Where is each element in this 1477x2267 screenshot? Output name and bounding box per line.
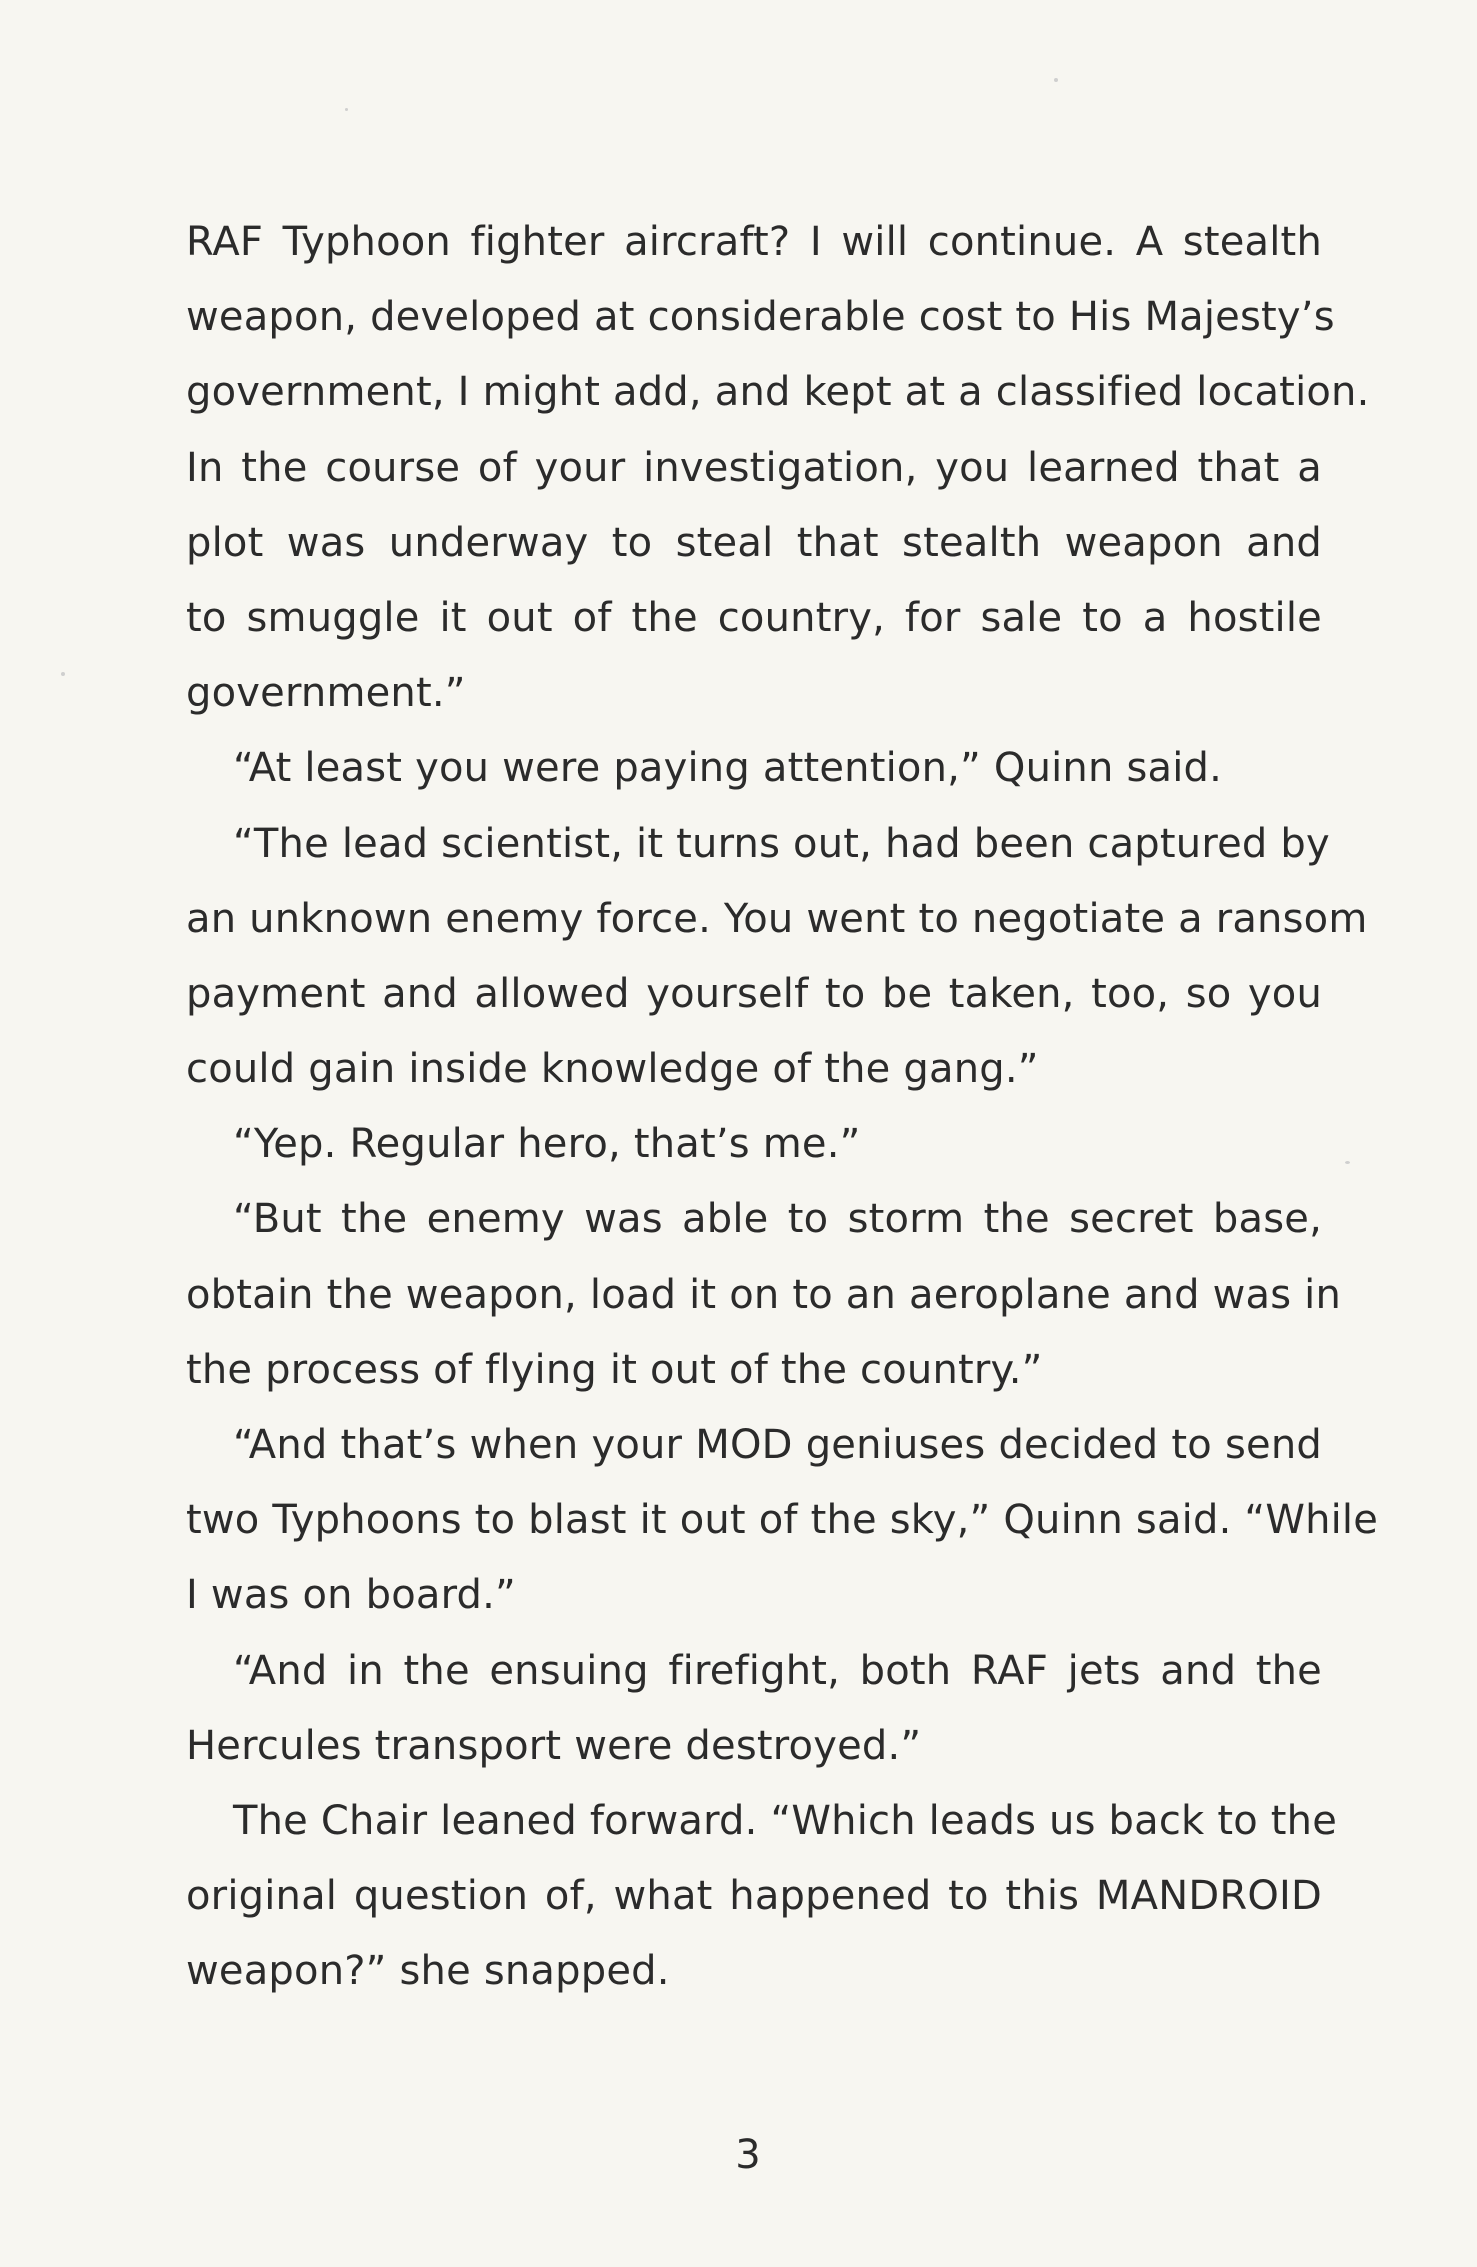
paper-speck: [61, 672, 65, 676]
text-line: weapon?” she snapped.: [186, 1948, 670, 1995]
text-line: could gain inside knowledge of the gang.”: [186, 1046, 1039, 1093]
text-line: obtain the weapon, load it on to an aeroplane and was in: [186, 1271, 1342, 1318]
text-line: “And in the ensuing firefight, both RAF jets and the: [233, 1647, 1322, 1694]
paper-speck: [1345, 1161, 1350, 1164]
text-line: “At least you were paying attention,” Quinn said.: [233, 745, 1223, 792]
text-line: The Chair leaned forward. “Which leads us back to the: [233, 1797, 1338, 1844]
text-line: “And that’s when your MOD geniuses decided to send: [233, 1422, 1322, 1468]
page-number: 3: [735, 2132, 761, 2178]
text-line: the process of flying it out of the country.”: [186, 1346, 1043, 1393]
text-line: “But the enemy was able to storm the secret base,: [233, 1196, 1322, 1243]
text-line: Hercules transport were destroyed.”: [186, 1722, 922, 1769]
text-line: an unknown enemy force. You went to negotiate a ransom: [186, 895, 1368, 942]
text-line: “Yep. Regular hero, that’s me.”: [233, 1121, 861, 1168]
text-line: to smuggle it out of the country, for sale to a hostile: [186, 594, 1322, 641]
text-line: I was on board.”: [186, 1572, 516, 1619]
text-line: weapon, developed at considerable cost to His Majesty’s: [186, 294, 1335, 341]
text-line: original question of, what happened to this MANDROID: [186, 1873, 1322, 1920]
text-line: In the course of your investigation, you learned that a: [186, 444, 1322, 491]
text-line: two Typhoons to blast it out of the sky,” Quinn said. “While: [186, 1497, 1379, 1544]
paper-speck: [1054, 78, 1058, 82]
text-line: RAF Typhoon fighter aircraft? I will continue. A stealth: [186, 219, 1322, 265]
paper-speck: [345, 108, 348, 111]
text-line: payment and allowed yourself to be taken, too, so you: [186, 970, 1322, 1017]
text-line: “The lead scientist, it turns out, had been captured by: [233, 820, 1330, 867]
text-line: government, I might add, and kept at a classified location.: [186, 369, 1370, 416]
body-text: [186, 205, 1379, 2010]
text-line: government.”: [186, 670, 466, 717]
text-line: plot was underway to steal that stealth weapon and: [186, 519, 1322, 566]
